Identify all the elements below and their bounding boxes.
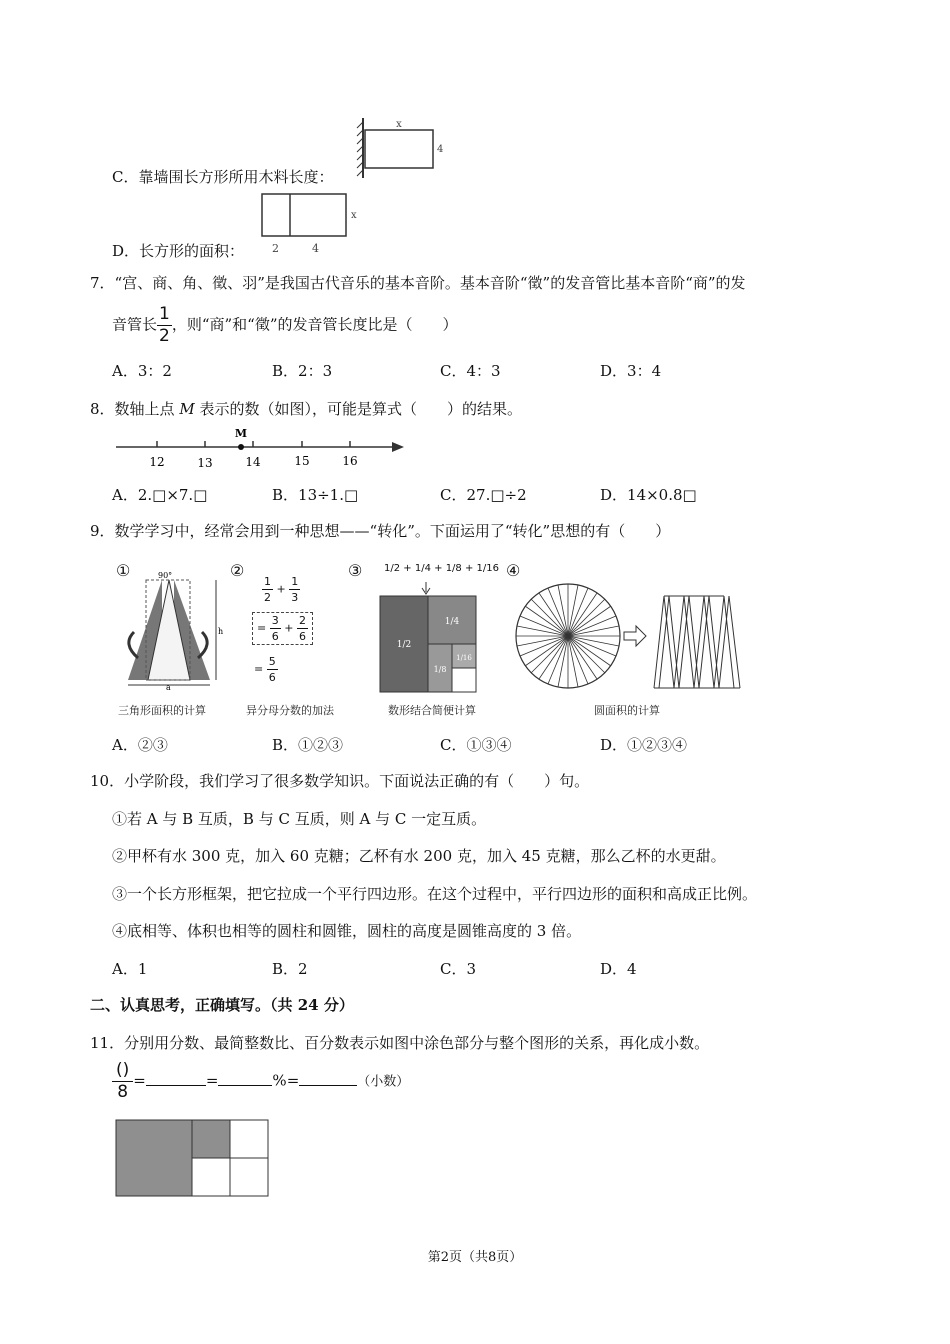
q9-panel1-figure	[118, 572, 228, 690]
q8-text-pre: 8．数轴上点	[90, 400, 180, 418]
fig-c-x-label: x	[396, 119, 402, 130]
q9-marker-2: ②	[230, 561, 245, 580]
q9-p1-bottom-label: a	[166, 683, 171, 692]
q11-eq2: =	[205, 1071, 219, 1090]
q11-percent-sign: %	[272, 1071, 287, 1090]
p3-cell4: 1/16	[456, 654, 472, 662]
p2-eq1: =	[257, 621, 267, 635]
q11-blank-ratio[interactable]	[146, 1085, 206, 1086]
p2-plus2: +	[284, 621, 294, 635]
q8-option-b[interactable]: B．13÷1.□	[272, 486, 359, 504]
fig-d-bottom-left: 2	[272, 242, 279, 255]
q7-stem-line2	[112, 306, 458, 345]
q7-fraction	[157, 306, 172, 345]
q9-panel4-figure	[514, 576, 744, 692]
q8-tick-13: 13	[197, 456, 213, 470]
q11-fraction	[112, 1062, 133, 1101]
q8-text-post: 表示的数（如图），可能是算式（ ）的结果。	[194, 400, 522, 418]
q8-tick-15: 15	[294, 454, 310, 468]
q9-panel3-figure	[378, 582, 478, 694]
q8-option-a[interactable]: A．2.□×7.□	[112, 486, 208, 504]
q11-eq1: =	[133, 1071, 146, 1090]
p2-f1n: 1	[264, 575, 271, 588]
q8-var: M	[179, 400, 195, 418]
p2-f5d: 6	[268, 671, 276, 684]
q8-stem	[90, 398, 522, 419]
q7-line2-post: ，则“商”和“徵”的发音管长度比是（ ）	[171, 315, 458, 334]
q6-option-c: C．靠墙围长方形所用木料长度：	[112, 168, 334, 186]
q10-option-d[interactable]: D．4	[600, 960, 637, 978]
fig-d-x-label: x	[351, 210, 357, 221]
q10-statement-1: ①若 A 与 B 互质，B 与 C 互质，则 A 与 C 一定互质。	[112, 810, 487, 828]
q8-tick-12: 12	[149, 455, 165, 469]
p3-e4: 1/16	[476, 563, 499, 574]
q9-caption-2: 异分母分数的加法	[246, 704, 334, 717]
p3-cell2: 1/4	[444, 617, 460, 627]
q7-option-b[interactable]: B．2：3	[272, 362, 333, 380]
q9-caption-4: 圆面积的计算	[594, 704, 660, 717]
p2-f2n: 1	[291, 575, 299, 588]
section-2-title: 二、认真思考，正确填写。（共 24 分）	[90, 996, 354, 1014]
p3-cell1: 1/2	[396, 640, 412, 650]
q8-option-c[interactable]: C．27.□÷2	[440, 486, 527, 504]
q10-statement-3: ③一个长方形框架，把它拉成一个平行四边形。在这个过程中，平行四边形的面积和高成正比例。	[112, 885, 758, 903]
q9-option-b[interactable]: B．①②③	[272, 736, 344, 754]
q9-option-a[interactable]: A．②③	[112, 736, 168, 754]
q10-option-c[interactable]: C．3	[440, 960, 477, 978]
p3-e3: 1/8	[445, 563, 462, 574]
q6-option-d: D．长方形的面积：	[112, 242, 245, 260]
p2-f4d: 6	[298, 630, 306, 643]
q9-caption-1: 三角形面积的计算	[118, 704, 206, 717]
q11-frac-den: 8	[117, 1082, 129, 1102]
q11-frac-num: ()	[112, 1062, 133, 1082]
q7-line2-pre: 音管长	[112, 315, 158, 334]
q9-marker-1: ①	[116, 561, 131, 580]
q11-answer-line	[112, 1062, 409, 1101]
q9-caption-3: 数形结合简便计算	[388, 704, 476, 717]
q10-option-b[interactable]: B．2	[272, 960, 308, 978]
q9-panel2-expr1	[262, 576, 300, 603]
q9-panel3-expr: 1/2 + 1/4 + 1/8 + 1/16	[384, 563, 499, 574]
p3-e1: 1/2	[384, 563, 401, 574]
p2-f1d: 2	[264, 591, 271, 604]
q8-tick-14: 14	[245, 455, 261, 469]
q7-stem-line1: 7．“宫、商、角、徵、羽”是我国古代音乐的基本音阶。基本音阶“徵”的发音管比基本音阶“商”的发	[90, 274, 746, 292]
q9-p1-side-label: h	[218, 627, 224, 636]
p2-f2d: 3	[291, 591, 299, 604]
p3-cell3: 1/8	[433, 665, 447, 674]
q8-number-line	[112, 426, 412, 472]
p2-plus1: +	[276, 582, 286, 596]
q10-stem: 10．小学阶段，我们学习了很多数学知识。下面说法正确的有（ ）句。	[90, 772, 590, 790]
q10-option-a[interactable]: A．1	[112, 960, 148, 978]
q8-option-d[interactable]: D．14×0.8□	[600, 486, 697, 504]
p2-f3d: 6	[271, 630, 279, 643]
q11-figure	[116, 1120, 270, 1198]
q6-figure-d	[262, 194, 372, 258]
q11-blank-decimal[interactable]	[299, 1085, 357, 1086]
q9-marker-3: ③	[348, 561, 363, 580]
q8-point-label: M	[234, 427, 248, 440]
p2-f5n: 5	[268, 655, 276, 668]
q8-point-m	[238, 444, 244, 450]
q9-p1-top-label: 90°	[158, 571, 173, 580]
q7-frac-num: 1	[159, 304, 170, 324]
q7-option-c[interactable]: C．4：3	[440, 362, 501, 380]
q10-statement-4: ④底相等、体积也相等的圆柱和圆锥，圆柱的高度是圆锥高度的 3 倍。	[112, 922, 582, 940]
q9-marker-4: ④	[506, 561, 521, 580]
q11-eq3: =	[286, 1071, 300, 1090]
q11-decimal-note: （小数）	[357, 1074, 410, 1090]
q10-statement-2: ②甲杯有水 300 克，加入 60 克糖；乙杯有水 200 克，加入 45 克糖，那么乙杯的水更甜。	[112, 847, 726, 865]
q7-option-d[interactable]: D．3：4	[600, 362, 662, 380]
q6-figure-c	[355, 118, 445, 180]
p2-eq2: =	[254, 662, 264, 676]
fig-d-bottom-right: 4	[312, 242, 319, 255]
q9-panel2-expr2	[252, 612, 313, 645]
q9-panel2-expr3	[254, 656, 278, 683]
q7-frac-den: 2	[159, 326, 170, 346]
fig-c-side-label: 4	[437, 144, 444, 155]
q7-option-a[interactable]: A．3：2	[112, 362, 172, 380]
page-footer: 第2页（共8页）	[427, 1250, 523, 1265]
q9-option-d[interactable]: D．①②③④	[600, 736, 688, 754]
p2-f4n: 2	[298, 614, 306, 627]
q9-stem: 9．数学学习中，经常会用到一种思想——“转化”。下面运用了“转化”思想的有（ ）	[90, 522, 671, 540]
q11-stem: 11．分别用分数、最简整数比、百分数表示如图中涂色部分与整个图形的关系，再化成小数。	[90, 1034, 710, 1052]
q8-tick-16: 16	[342, 454, 358, 468]
q9-option-c[interactable]: C．①③④	[440, 736, 512, 754]
p3-e2: 1/4	[414, 563, 431, 574]
p2-f3n: 3	[271, 614, 279, 627]
q11-blank-percent[interactable]	[218, 1085, 272, 1086]
